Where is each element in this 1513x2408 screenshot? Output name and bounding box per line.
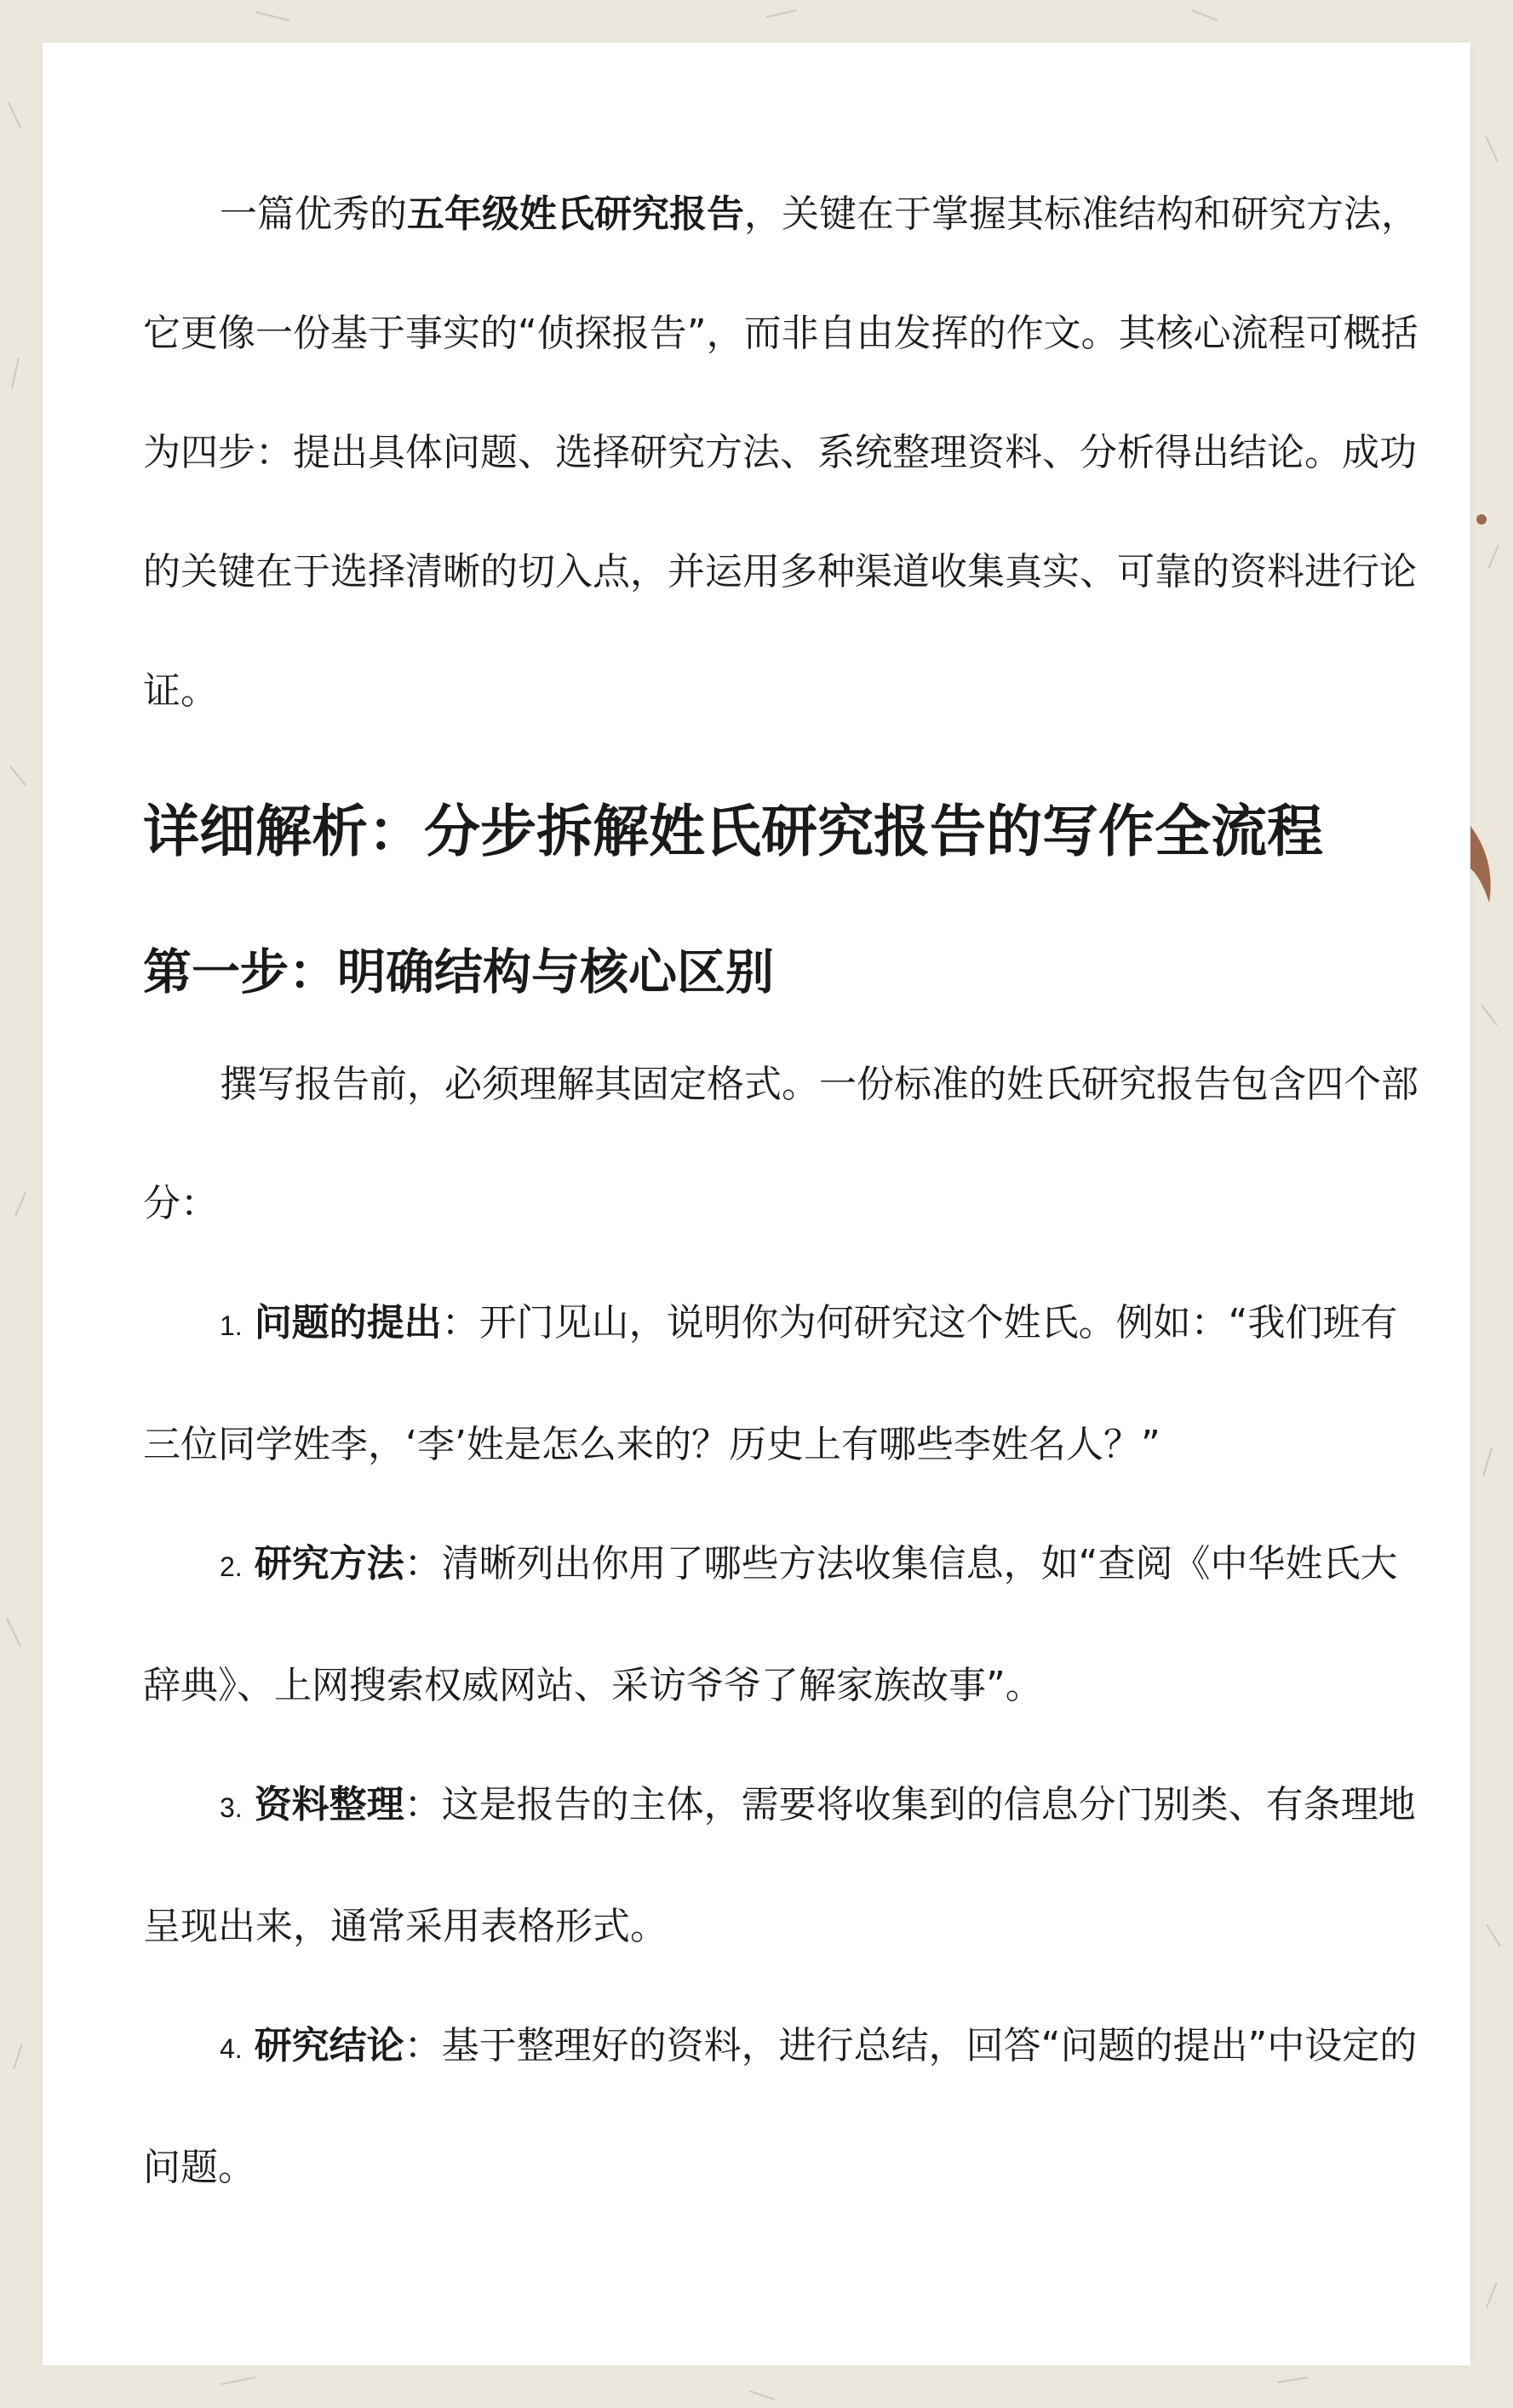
intro-keyword: 五年级姓氏研究报告 [407, 192, 744, 236]
list-item-text: ：这是报告的主体，需要将收集到的信息分门别类、有条理地呈现出来，通常采用表格形式。 [143, 1783, 1416, 1948]
list-item-method [143, 1505, 1434, 1746]
intro-text-rest: ，关键在于掌握其标准结构和研究方法，它更像一份基于事实的“侦探报告”，而非自由发挥的作文。其核心流程可概括为四步：提出具体问题、选择研究方法、系统整理资料、分析得出结论。成功的关键在于选择清晰的切入点，并运用多种渠道收集真实、可靠的资料进行论证。 [143, 192, 1418, 713]
list-item-title: 研究方法 [254, 1542, 404, 1585]
list-item-conclusion [143, 1987, 1434, 2227]
document-page [43, 43, 1470, 2365]
section-heading: 详细解析：分步拆解姓氏研究报告的写作全流程 [143, 799, 1323, 864]
list-item-title: 研究结论 [254, 2024, 404, 2067]
list-item-text: ：清晰列出你用了哪些方法收集信息，如“查阅《中华姓氏大辞典》、上网搜索权威网站、采访爷爷了解家族故事”。 [143, 1542, 1398, 1707]
list-item-text: ：基于整理好的资料，进行总结，回答“问题的提出”中设定的问题。 [143, 2024, 1418, 2189]
step-one-heading: 第一步：明确结构与核心区别 [143, 944, 774, 1000]
list-item-materials [143, 1746, 1434, 1987]
list-item-title: 资料整理 [254, 1783, 404, 1826]
step-one-lead-paragraph: 撰写报告前，必须理解其固定格式。一份标准的姓氏研究报告包含四个部分： [143, 1063, 1418, 1225]
list-item-title: 问题的提出 [254, 1301, 442, 1344]
list-item-problem [143, 1264, 1434, 1505]
article-content [143, 155, 1434, 2227]
list-item-number: 1. [220, 1310, 243, 1341]
list-item-number: 4. [220, 2033, 243, 2064]
list-item-text: ：开门见山，说明你为何研究这个姓氏。例如：“我们班有三位同学姓李，‘李’姓是怎么来的？历史上有哪些李姓名人？” [143, 1301, 1398, 1466]
intro-paragraph [143, 155, 1434, 751]
list-item-number: 2. [220, 1551, 243, 1582]
decorative-blot-right [1470, 514, 1491, 903]
intro-text-start: 一篇优秀的 [220, 192, 407, 236]
list-item-number: 3. [220, 1792, 243, 1823]
